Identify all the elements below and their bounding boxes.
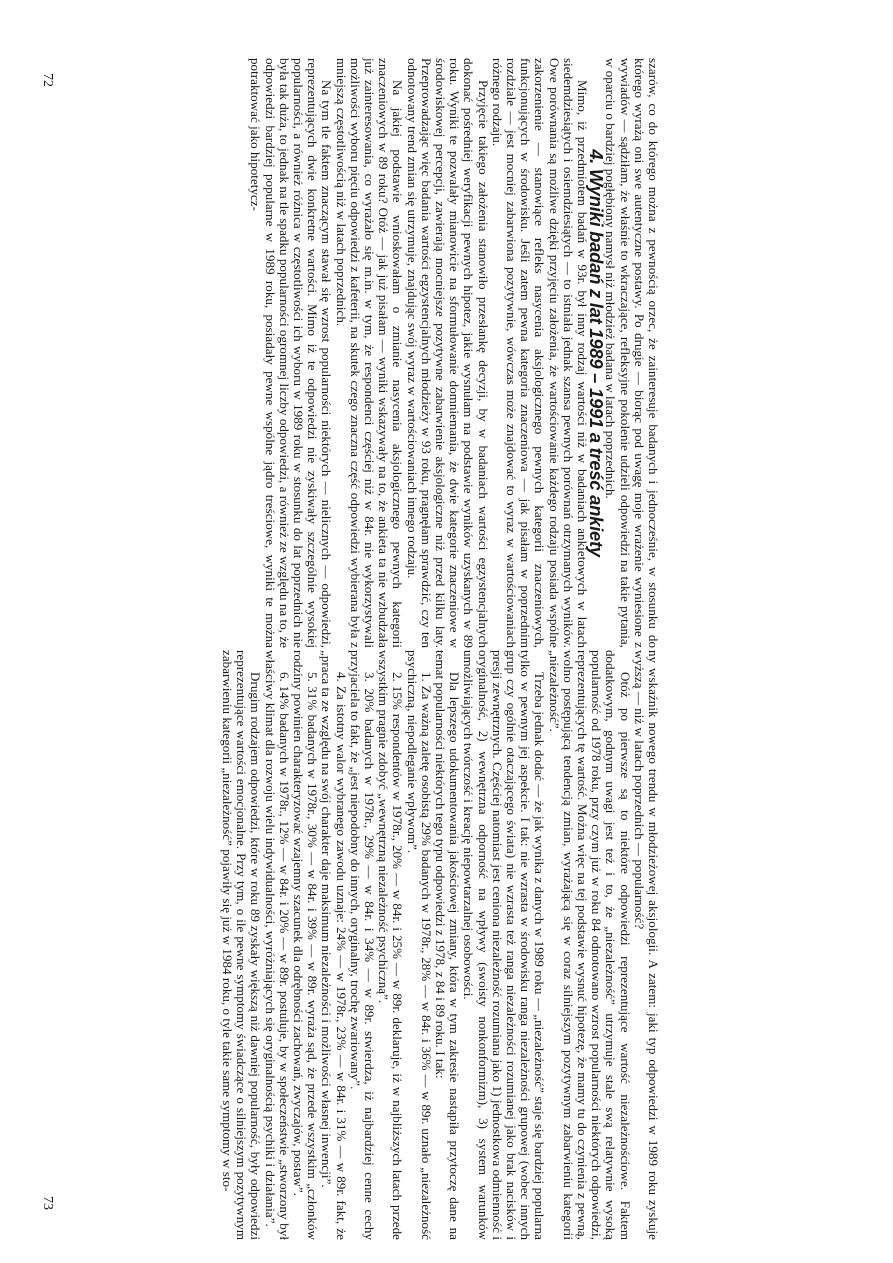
list-item: 5. 31% badanych w 1978r., 30% — w 84r. i 39% — w 89r. wyraża sąd, że przede wszystkim „członków rodziny powinien charakteryzować wzajemny szacunek dla odrębności zachowań, zwyczajów, postaw”. <box>290 650 321 1240</box>
list-item: 6. 14% badanych w 1978r., 12% — w 84r. i 20% — w 89r. postuluje, by w społeczeństwie „stworzony był właściwy klimat dla rozwoju wielu indywidualności, wyróżniających się oryginalnością psychiki i działania”. <box>262 650 292 1240</box>
paragraph: Drugim rodzajem odpowiedzi, które w roku 89 zyskały większą niż dawniej popularność, były odpowiedzi reprezentujące wartości emocjonalne. Przy tym, o ile pewne symptomy świadczące o silniejszym pozytywnym zabarwieniu kategorii „niezależność” pojawiły się już w 1984 roku, o tyle takie same symptomy w sto- <box>219 650 264 1240</box>
section-heading: 4. Wyniki badań z lat 1989 – 1991 a treść ankiety <box>586 149 608 557</box>
paragraph: Dla lepszego udokumentowania jakościowej zmiany, która w tym zakresie nastąpiła przytoczę dane na temat popularności niektórych tego typu odpowiedzi z 1978, z 84 i 89 roku. I tak: <box>432 650 463 1240</box>
list-item: 2. 15% respondentów w 1978r., 20% — w 84r. i 25% — w 89r. deklaruje, iż w najbliższych latach przede wszystkim pragnie zdobyć „wewnętrzną niezależność psychiczną”. <box>376 650 406 1240</box>
paragraph: Otóż po pierwsze są to niektóre odpowiedzi reprezentujące wartość niezależnościowe. Faktem dodatkowym, godnym uwagi jest też i to, że „niezależność” utrzymuje stale swą relatywnie wysoką popularność od 1978 roku, przy czym już w roku 84 odnotowano wzrost popularności niektórych odpowiedzi, reprezentujących tę wartość. Można więc na tej podstawie wysnuć hipotezę, że mamy tu do czynienia z pewną, wolno postępującą tendencją zmian, wyrażającą się w coraz silniejszym pozytywnym zabarwieniu kategorii „niezależność”. <box>546 650 633 1240</box>
paragraph: Mimo, iż przedmiotem badań w 93r. był inny rodzaj wartości niż w badaniach ankietowych w latach siedemdziesiątych i osiemdziesiątych — to istniała jednak szansa pewnych porównań otrzymanych wyników. Owe porównania są możliwe dzięki przyjęciu założenia, że wartościowanie każdego rodzaju posiada wspólne zakorzenienie — stanowiące refleks nasycenia aksjologicznego pewnych kategorii znaczeniowych, funkcjonujących w środowisku. Jeśli zatem pewna kategoria znaczeniowa — jak pisałam w poprzednim rozdziale — jest mocniej zabarwiona pozytywnie, wówczas może znajdować to wyraz w wartościowaniach różnego rodzaju. <box>489 58 590 648</box>
list-item: 3. 20% badanych w 1978r., 29% — w 84r. i 34% — w 89r. stwierdza, iż najbardziej cenne cechy przyjaciela to fakt, że „jest niepodobny do innych, oryginalny, trochę zwariowany”. <box>347 650 377 1240</box>
page-number-left: 72 <box>40 73 55 87</box>
paragraph: szarów, co do którego można z pewnością orzec, że zainteresuje badanych i jednocześnie, w stosunku do którego wyrażą oni swe autentyczne postawy. Po drugie — biorąc pod uwagę moje wrażenie wyniesione z wywiadów — sądziłam, że właśnie to wkraczające, refleksyjne pokolenie udzieli odpowiedzi na takie pytania, w oparciu o bardziej pogłębiony namysł niż młodzież badana w latach poprzednich. <box>603 58 661 648</box>
paragraph: Na jakiej podstawie wnioskowałam o zmianie nasycenia aksjologicznego pewnych kategorii znaczeniowych w 89 roku? Otóż — jak już pisałam — wyniki wskazywały na to, że ankieta ta nie wzbudzała już zainteresowania, co wyrażało się m.in. w tym, że respondenci częściej niż w 84r. nie wykorzystywali możliwości wyboru pięciu odpowiedzi z kafeterii, na skutek czego znaczna część odpowiedzi wybierana była z mniejszą częstotliwością niż w latach poprzednich. <box>333 58 406 648</box>
right-page-text <box>219 650 661 1240</box>
paragraph: Trzeba jednak dodać — że jak wynika z danych w 1989 roku — „niezależność” staje się bardziej popularna tylko w pewnym jej aspekcie. I tak: nie wzrasta w środowisku ranga niezależności grupowej (wobec innych grup czy ogólnie otaczającego świata) nie wzrasta też ranga niezależności rozumianej jako brak nacisków i presji zewnętrznych. Częściej natomiast jest ceniona niezależność rozumiana jako 1) jednostkowa odmienność i oryginalność, 2) wewnętrzna odporność na wpływy (swoisty nonkonformizm), 3) system warunków umożliwiających twórczość i kreację niepowtarzalnej osobowości. <box>461 650 548 1240</box>
left-page-text <box>248 58 661 648</box>
list-item: 1. Za ważną zaletę osobistą 29% badanych w 1978r., 28% — w 84r. i 36% — w 89r. uznało „niezależność psychiczną, niepodleganie wpływom”. <box>404 650 434 1240</box>
paragraph: ny wskaźnik nowego trendu w młodzieżowej aksjologii. A zatem: jaki typ odpowiedzi w 1989 roku zyskuje wyższą — niż w latach poprzednich — popularność? <box>631 650 661 1240</box>
paragraph: Przyjęcie takiego założenia stanowiło przesłankę decyzji, by w badaniach wartości egzystencjalnych dokonać pośredniej weryfikacji pewnych hipotez, jakie wysnułam na podstawie wyników uzyskanych w 89 roku. Wyniki te pozwalały mianowicie na sformułowanie domniemania, że dwie kategorie znaczeniowe w środowiskowej percepcji, zawierają mocniejsze pozytywne zabarwienie aksjologiczne niż przed kilku laty. Przeprowadzając więc badania wartości egzystencjalnych młodzieży w 93 roku, pragnęłam sprawdzić, czy ten odnotowany trend zmian się utrzymuje, znajdując swój wyraz w wartościowaniach innego rodzaju. <box>404 58 491 648</box>
page-number-right: 73 <box>40 1196 55 1210</box>
paragraph: Na tym tle faktem znaczącym stawał się wzrost popularności niektórych — nielicznych — odpowiedzi, reprezentujących dwie konkretne wartości. Mimo iż te odpowiedzi nie zyskiwały szczególnie wysokiej popularności, a również różnica w częstotliwości ich wyboru w 1989 roku w stosunku do lat poprzednich nie była tak duża, to jednak na tle spadku popularności ogromnej liczby odpowiedzi, a również ze względu na to, że odpowiedzi bardziej popularne w 1989 roku, posiadały pewne wspólne jądro treściowe, wyniki te można potraktować jako hipotetycz- <box>248 58 335 648</box>
list-item: 4. Za istotny walor wybranego zawodu uznaje: 24% — w 1978r., 23% — w 84r. i 31% — w 89r. fakt, że „praca ta ze względu na swój charakter daje maksimum niezależności i możliwości własnej inwencji”. <box>319 650 349 1240</box>
